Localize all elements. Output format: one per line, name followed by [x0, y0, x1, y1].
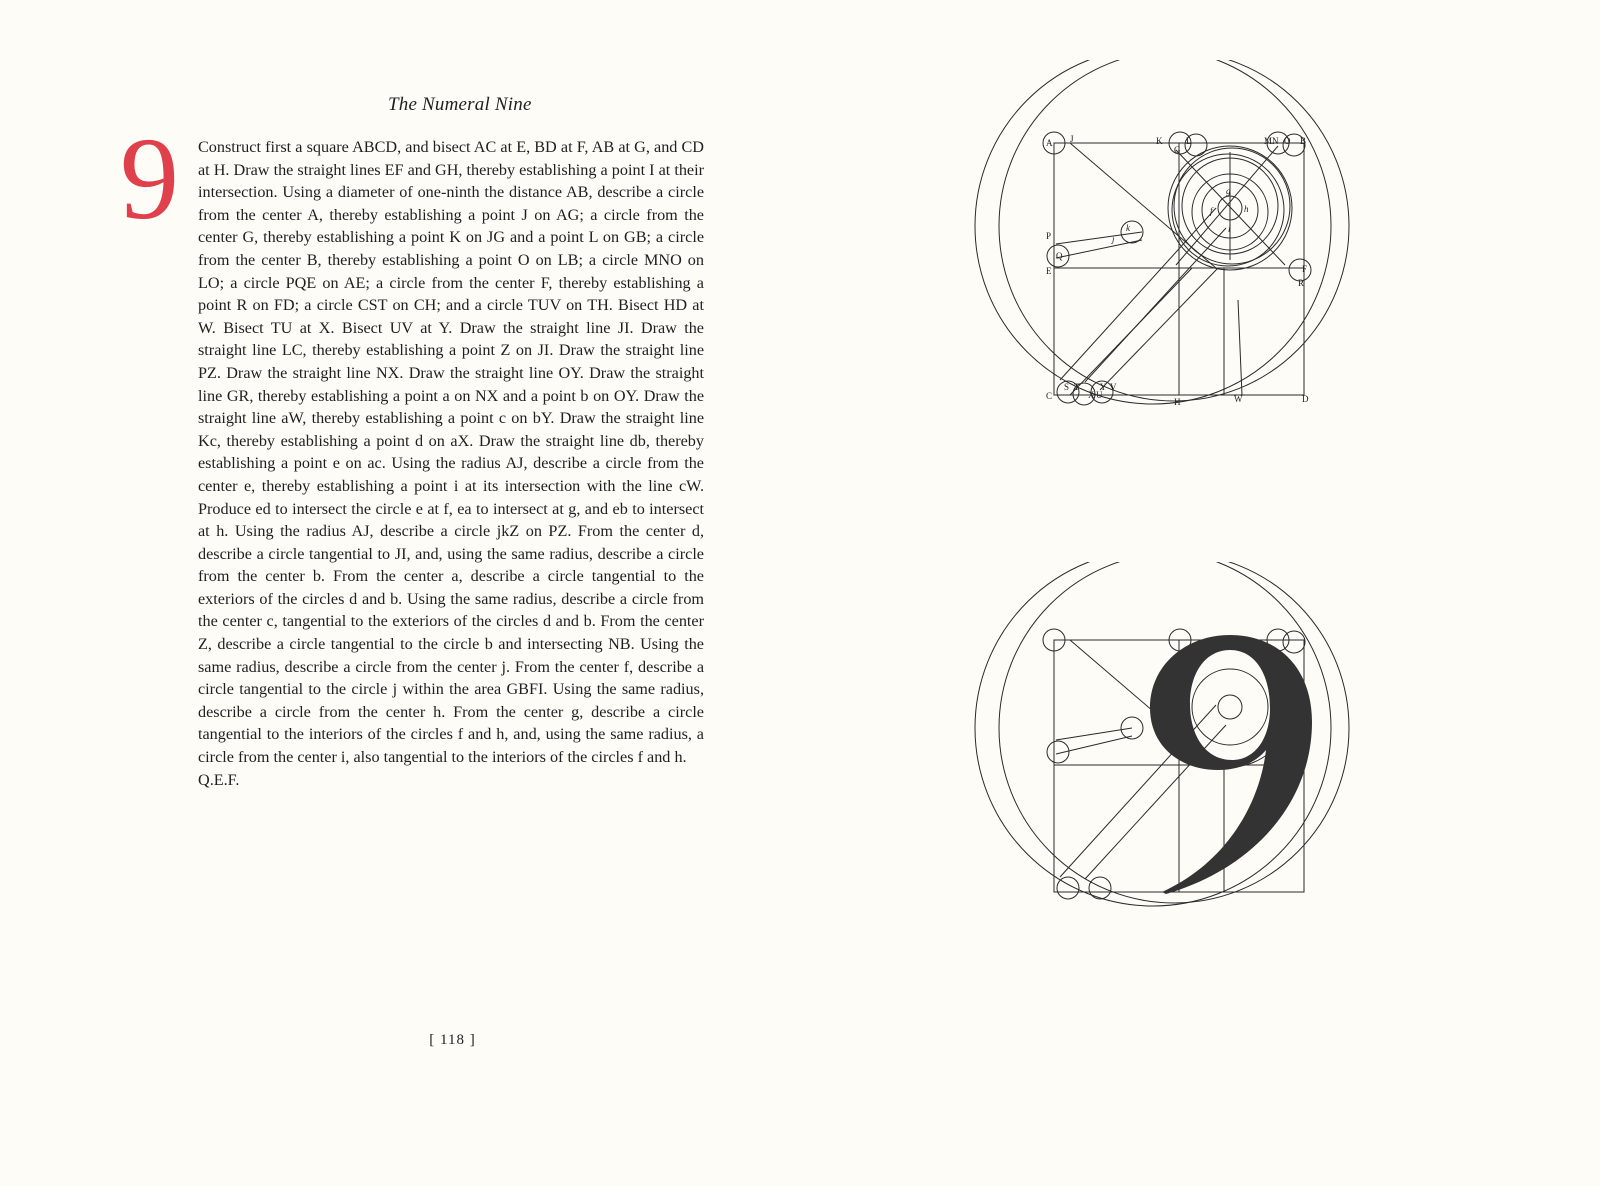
label-y: Y	[1100, 382, 1107, 392]
label-u: U	[1096, 390, 1103, 400]
label-a: A	[1046, 138, 1053, 148]
label-h-small: h	[1244, 204, 1249, 214]
construction-text	[198, 136, 704, 791]
label-i-small: i	[1228, 224, 1231, 234]
label-q: Q	[1056, 251, 1063, 261]
label-h: H	[1174, 397, 1181, 407]
label-k: K	[1156, 136, 1163, 146]
outer-circle-offset	[999, 60, 1349, 401]
label-x: X	[1088, 390, 1095, 400]
label-f-small: f	[1210, 206, 1213, 216]
label-w: W	[1234, 394, 1243, 404]
label-g-small: g	[1226, 186, 1231, 196]
outer-circle-large	[975, 60, 1331, 404]
construction-diagram-top	[960, 60, 1360, 420]
label-v: V	[1110, 382, 1117, 392]
page-title: The Numeral Nine	[388, 94, 532, 115]
label-o: O	[1284, 136, 1291, 146]
label-t: T	[1074, 382, 1080, 392]
label-m: M	[1264, 136, 1273, 146]
label-p: P	[1046, 231, 1052, 241]
label-b: B	[1300, 136, 1307, 146]
construction-diagram-numeral	[960, 562, 1360, 922]
construction-paragraph: Construct first a square ABCD, and bisect AC at E, BD at F, AB at G, and CD at H. Draw the straight lines EF and GH, thereby establishing a point I at their intersection. Using a diameter of one-ninth the distance AB, describe a circle from the center A, thereby establishing a point J on AG; a circle from the center G, thereby establishing a point K on JG and a point L on GB; a circle from the center B, thereby establishing a point O on LB; a circle MNO on LO; a circle PQE on AE; a circle from the center F, thereby establishing a point R on FD; a circle CST on CH; and a circle TUV on TH. Bisect HD at W. Bisect TU at X. Bisect UV at Y. Draw the straight line JI. Draw the straight line LC, thereby establishing a point Z on JI. Draw the straight line PZ. Draw the straight line NX. Draw the straight line OY. Draw the straight line GR, thereby establishing a point a on NX and a point b on OY. Draw the straight line aW, thereby establishing a point c on bY. Draw the straight line Kc, thereby establishing a point d on aX. Draw the straight line db, thereby establishing a point e on ac. Using the radius AJ, describe a circle from the center e, thereby establishing a point i at its intersection with the line cW. Produce ed to intersect the circle e at f, ea to intersect at g, and eb to intersect at h. Using the radius AJ, describe a circle jkZ on PZ. From the center d, describe a circle tangential to JI, and, using the same radius, describe a circle from the center b. From the center a, describe a circle tangential to the exteriors of the circles d and b. Using the same radius, describe a circle from the center c, tangential to the exteriors of the circles d and b. From the center Z, describe a circle tangential to the circle b and intersecting NB. Using the same radius, describe a circle from the center j. From the center f, describe a circle tangential to the circle j within the area GBFI. Using the same radius, describe a circle from the center h. From the center g, describe a circle tangential to the interiors of the circles f and h, and, using the same radius, a circle from the center i, also tangential to the interiors of the circles f and h.	[198, 138, 704, 767]
label-r: R	[1298, 278, 1305, 288]
label-e: E	[1046, 266, 1052, 276]
label-j-small: j	[1112, 234, 1115, 244]
label-s: S	[1064, 382, 1070, 392]
label-f: F	[1302, 264, 1308, 274]
label-k-small: k	[1126, 223, 1130, 233]
label-n: N	[1272, 136, 1279, 146]
drop-cap-numeral: 9	[120, 113, 179, 244]
label-g: G	[1174, 145, 1181, 155]
label-l: L	[1186, 136, 1192, 146]
label-d: D	[1302, 394, 1309, 404]
label-j: J	[1070, 134, 1074, 144]
page-number: [ 118 ]	[429, 1032, 476, 1048]
qef-closing: Q.E.F.	[198, 770, 240, 789]
label-c: C	[1046, 391, 1053, 401]
